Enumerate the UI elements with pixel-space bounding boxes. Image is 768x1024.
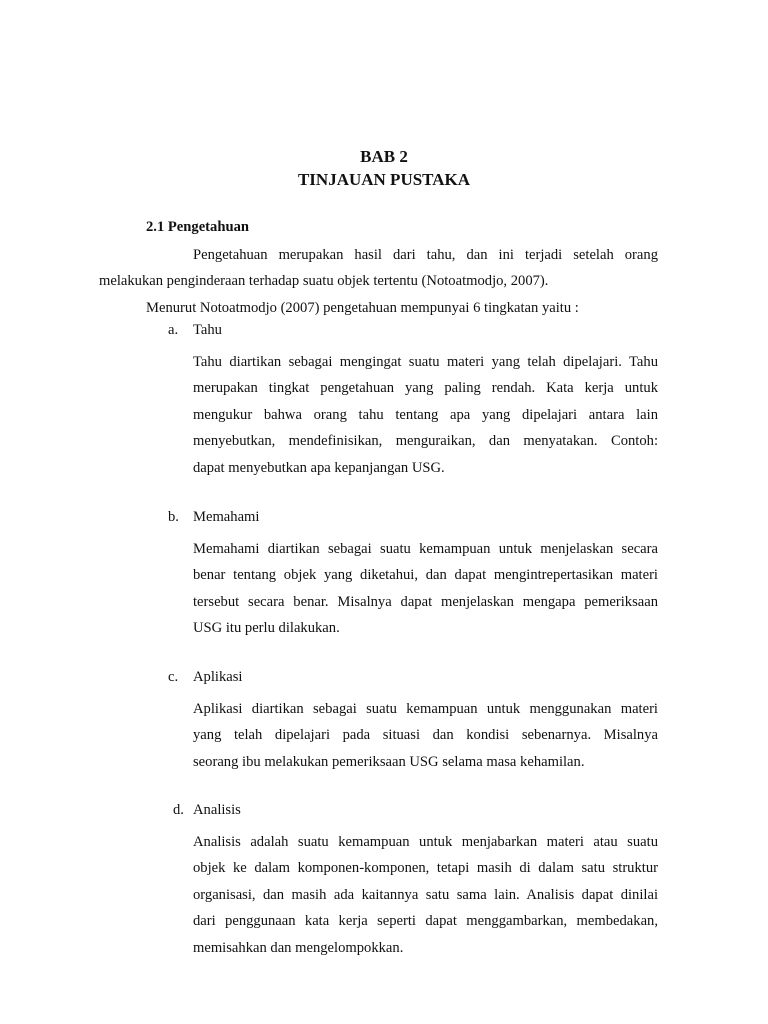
desc-line: objek ke dalam komponen-komponen, tetapi masih di dalam satu struktur [193,860,658,877]
list-item-description [193,696,658,775]
chapter-title: TINJAUAN PUSTAKA [297,170,471,189]
desc-line: dari penggunaan kata kerja seperti dapat menggambarkan, membedakan, [193,913,658,930]
desc-line: menyebutkan, mendefinisikan, menguraikan, dan menyatakan. Contoh: [193,433,658,450]
list-marker: c. [168,669,179,685]
list-marker: d. [173,802,184,818]
list-item-description [193,829,658,961]
list-item-description [193,536,658,642]
desc-line: Analisis adalah suatu kemampuan untuk menjabarkan materi atau suatu [193,834,658,850]
desc-line: merupakan tingkat pengetahuan yang paling rendah. Kata kerja untuk [193,380,658,397]
desc-line: Memahami diartikan sebagai suatu kemampuan untuk menjelaskan secara [193,541,658,557]
desc-line: Aplikasi diartikan sebagai suatu kemampuan untuk menggunakan materi [193,701,658,717]
section-heading: 2.1 Pengetahuan [146,219,249,235]
desc-line: USG itu perlu dilakukan. [193,620,340,637]
chapter-title-block [0,145,768,191]
intro-line-1: Pengetahuan merupakan hasil dari tahu, dan ini terjadi setelah orang [193,247,658,263]
intro-line-3: Menurut Notoatmodjo (2007) pengetahuan mempunyai 6 tingkatan yaitu : [146,299,579,316]
list-marker: a. [168,322,179,338]
list-item-title: Tahu [193,322,222,338]
intro-para-2 [146,295,658,321]
desc-line: memisahkan dan mengelompokkan. [193,939,404,956]
desc-line: dapat menyebutkan apa kepanjangan USG. [193,459,445,476]
chapter-number: BAB 2 [360,147,408,166]
intro-para-1 [99,242,658,295]
list-item-description [193,349,658,481]
intro-paragraph [99,242,658,321]
list-item-title: Aplikasi [193,669,243,685]
desc-line: Tahu diartikan sebagai mengingat suatu materi yang telah dipelajari. Tahu [193,354,658,370]
desc-line: tersebut secara benar. Misalnya dapat menjelaskan mengapa pemeriksaan [193,593,658,610]
desc-line: yang telah dipelajari pada situasi dan kondisi sebenarnya. Misalnya [193,727,658,744]
list-item-title: Memahami [193,509,260,525]
desc-line: mengukur bahwa orang tahu tentang apa yang dipelajari antara lain [193,406,658,423]
list-marker: b. [168,509,179,525]
desc-line: organisasi, dan masih ada kaitannya satu sama lain. Analisis dapat dinilai [193,886,658,903]
desc-line: seorang ibu melakukan pemeriksaan USG selama masa kehamilan. [193,753,585,770]
list-item-title: Analisis [193,802,241,818]
desc-line: benar tentang objek yang diketahui, dan dapat mengintrepertasikan materi [193,567,658,584]
intro-line-2: melakukan penginderaan terhadap suatu objek tertentu (Notoatmodjo, 2007). [99,273,549,290]
